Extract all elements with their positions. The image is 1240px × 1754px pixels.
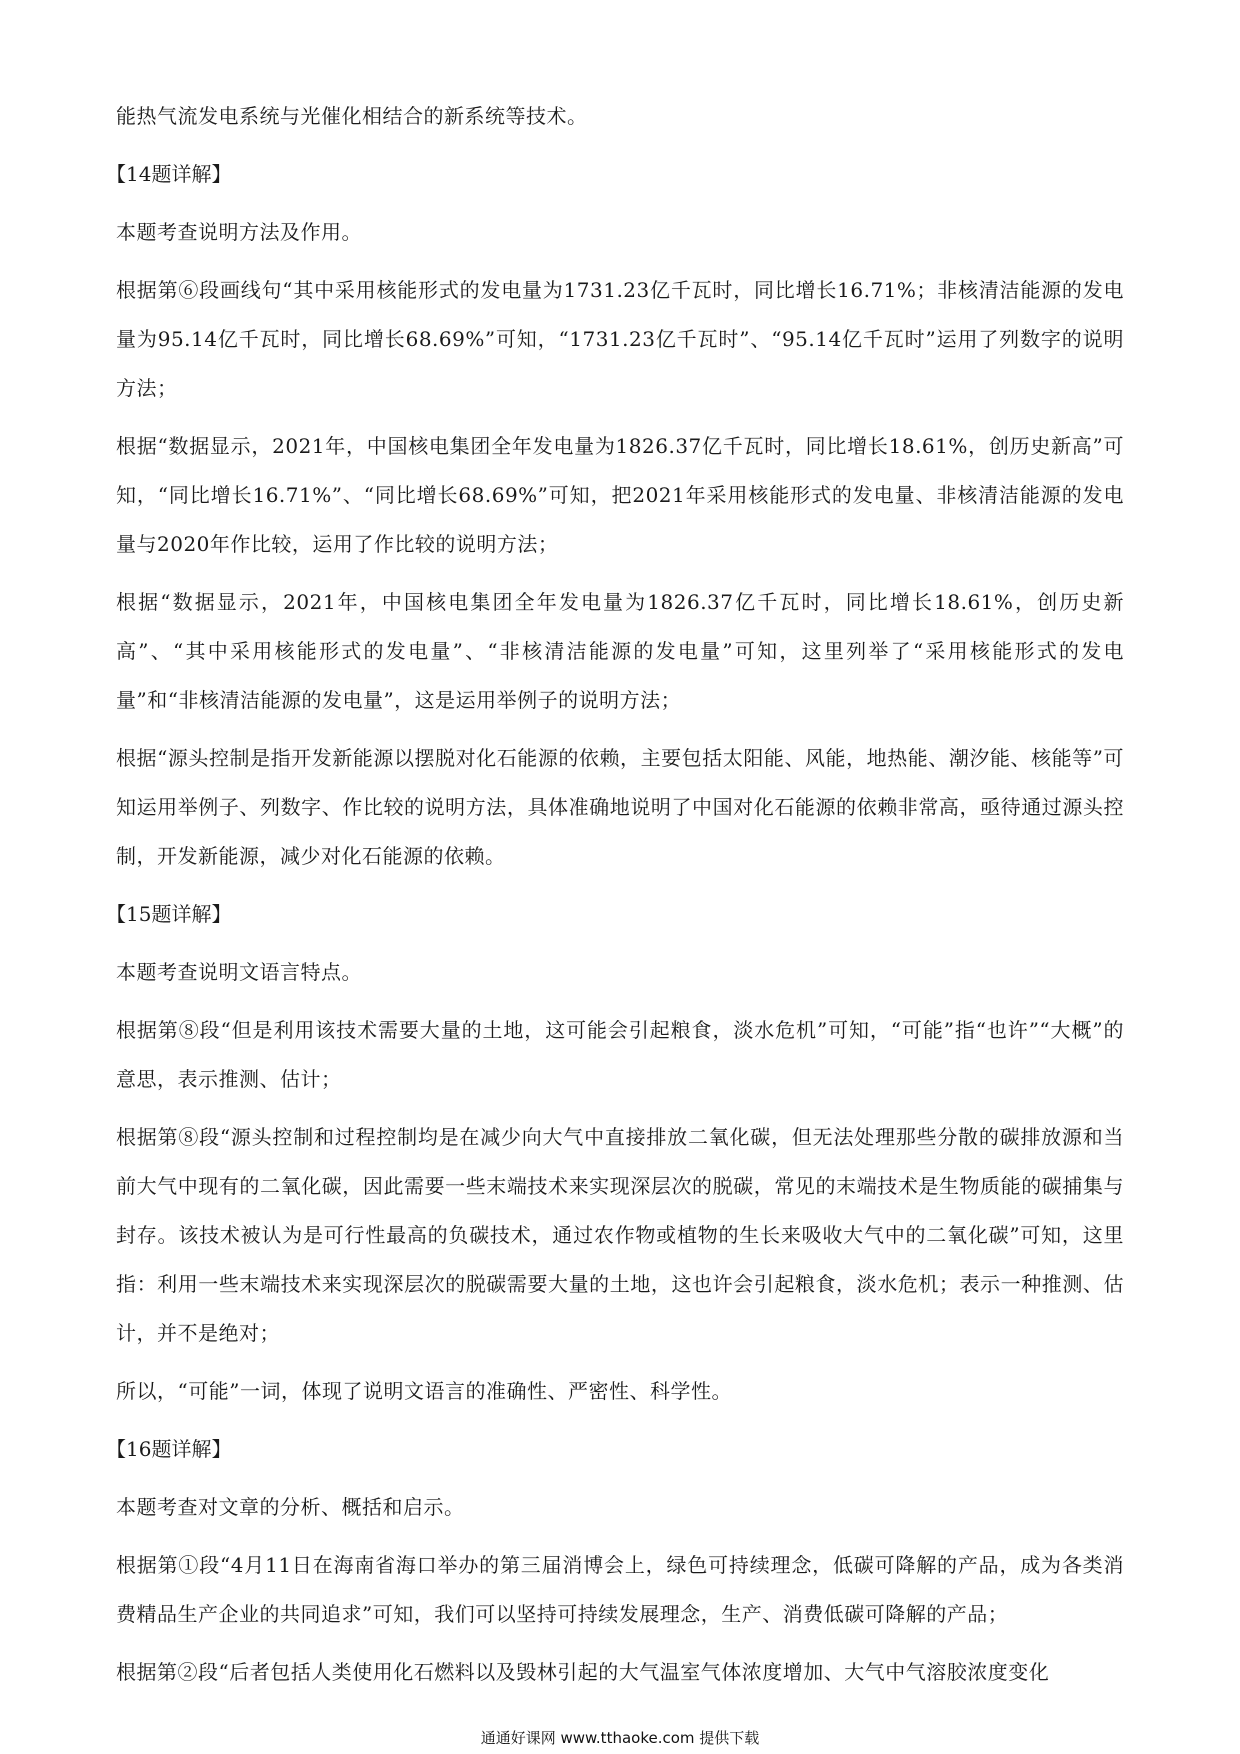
paragraph: 根据“数据显示，2021年，中国核电集团全年发电量为1826.37亿千瓦时，同比增长18.61%，创历史新高”可知，“同比增长16.71%”、“同比增长68.69%”可知，把2021年采用核能形式的发电量、非核清洁能源的发电量与2020年作比较，运用了作比较的说明方法； (116, 434, 1124, 556)
section-heading: 【15题详解】 (106, 902, 232, 926)
paragraph: 本题考查对文章的分析、概括和启示。 (116, 1495, 465, 1519)
paragraph: 根据第⑧段“源头控制和过程控制均是在减少向大气中直接排放二氧化碳，但无法处理那些分散的碳排放源和当前大气中现有的二氧化碳，因此需要一些末端技术来实现深层次的脱碳，常见的末端技术是生物质能的碳捕集与封存。该技术被认为是可行性最高的负碳技术，通过农作物或植物的生长来吸收大气中的二氧化碳”可知，这里指：利用一些末端技术来实现深层次的脱碳需要大量的土地，这也许会引起粮食，淡水危机；表示一种推测、估计，并不是绝对； (116, 1125, 1124, 1345)
paragraph: 本题考查说明文语言特点。 (116, 960, 362, 984)
section-heading: 【16题详解】 (106, 1437, 232, 1461)
section-heading: 【14题详解】 (106, 162, 232, 186)
document-body (106, 92, 1124, 1706)
paragraph: 根据第①段“4月11日在海南省海口举办的第三届消博会上，绿色可持续理念，低碳可降解的产品，成为各类消费精品生产企业的共同追求”可知，我们可以坚持可持续发展理念，生产、消费低碳可降解的产品； (116, 1553, 1124, 1626)
page-footer: 通通好课网 www.tthaoke.com 提供下载 (480, 1729, 760, 1747)
paragraph: 所以，“可能”一词，体现了说明文语言的准确性、严密性、科学性。 (116, 1379, 732, 1403)
paragraph: 根据“源头控制是指开发新能源以摆脱对化石能源的依赖，主要包括太阳能、风能，地热能、潮汐能、核能等”可知运用举例子、列数字、作比较的说明方法，具体准确地说明了中国对化石能源的依赖非常高，亟待通过源头控制，开发新能源，减少对化石能源的依赖。 (116, 746, 1124, 868)
paragraph: 根据“数据显示，2021年，中国核电集团全年发电量为1826.37亿千瓦时，同比增长18.61%，创历史新高”、“其中采用核能形式的发电量”、“非核清洁能源的发电量”可知，这里列举了“采用核能形式的发电量”和“非核清洁能源的发电量”，这是运用举例子的说明方法； (116, 590, 1124, 712)
paragraph: 能热气流发电系统与光催化相结合的新系统等技术。 (116, 104, 588, 128)
paragraph: 根据第⑥段画线句“其中采用核能形式的发电量为1731.23亿千瓦时，同比增长16.71%；非核清洁能源的发电量为95.14亿千瓦时，同比增长68.69%”可知，“1731.23亿千瓦时”、“95.14亿千瓦时”运用了列数字的说明方法； (116, 278, 1124, 400)
paragraph: 根据第②段“后者包括人类使用化石燃料以及毁林引起的大气温室气体浓度增加、大气中气溶胶浓度变化 (116, 1660, 1050, 1684)
paragraph: 本题考查说明方法及作用。 (116, 220, 362, 244)
paragraph: 根据第⑧段“但是利用该技术需要大量的土地，这可能会引起粮食，淡水危机”可知，“可能”指“也许”“大概”的意思，表示推测、估计； (116, 1018, 1124, 1091)
